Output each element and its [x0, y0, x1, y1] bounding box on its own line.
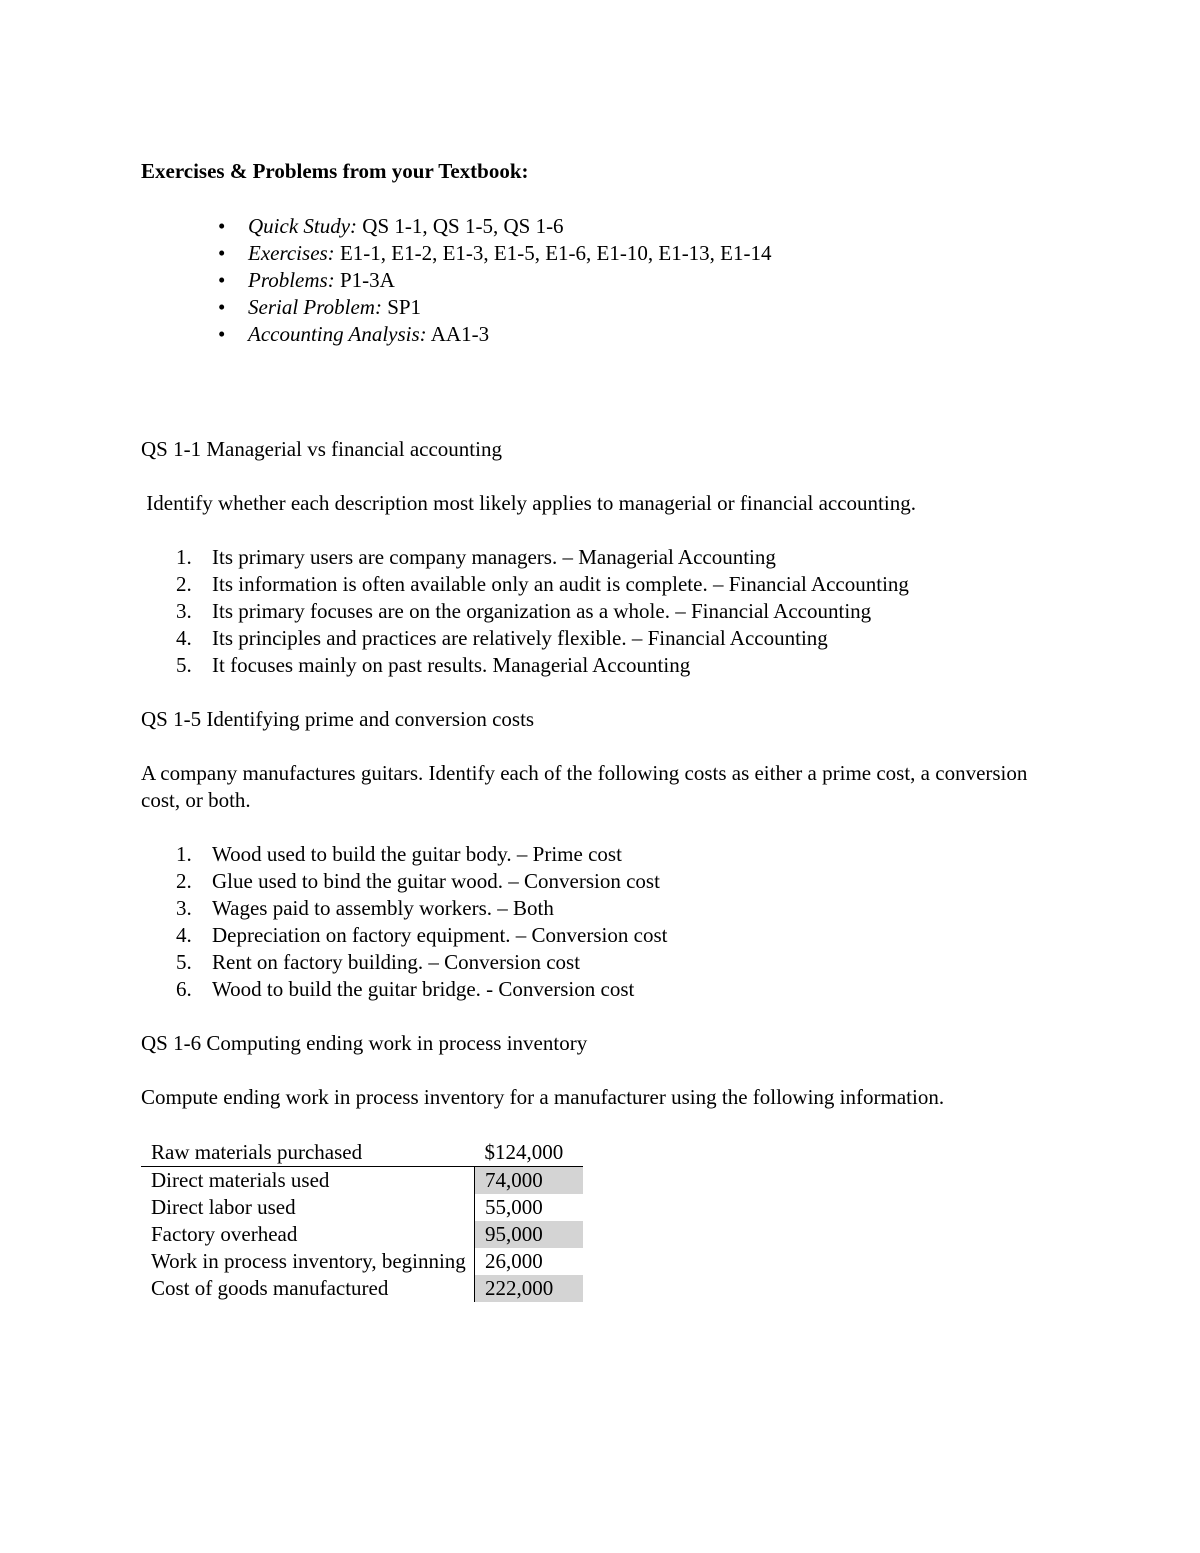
table-cell-label: Raw materials purchased	[141, 1139, 475, 1167]
list-item: 1. Its primary users are company managers. – Managerial Accounting	[176, 545, 776, 569]
list-item: 4. Depreciation on factory equipment. – Conversion cost	[176, 923, 668, 947]
table-row	[141, 1167, 583, 1195]
list-item	[248, 213, 1071, 240]
table-cell-label: Direct labor used	[151, 1195, 296, 1219]
section-title-qs15: QS 1-5 Identifying prime and conversion costs	[141, 707, 535, 731]
table-row	[141, 1248, 583, 1275]
table-cell-value: 55,000	[475, 1194, 584, 1221]
list-item: 1. Wood used to build the guitar body. – Prime cost	[176, 842, 622, 866]
assignment-list	[141, 213, 1071, 348]
list-item: 5. Rent on factory building. – Conversion cost	[176, 950, 581, 974]
table-cell-label: Direct materials used	[151, 1168, 330, 1192]
list-item-value: E1-1, E1-2, E1-3, E1-5, E1-6, E1-10, E1-13, E1-14	[334, 241, 772, 265]
list-item-value: P1-3A	[334, 268, 395, 292]
instruction-qs11: Identify whether each description most likely applies to managerial or financial accounting.	[141, 491, 916, 515]
table-cell-value: $124,000	[475, 1139, 584, 1167]
list-item-value: SP1	[381, 295, 422, 319]
list-item-label: Serial Problem:	[248, 295, 382, 319]
table-row	[141, 1139, 583, 1167]
table-row	[141, 1221, 583, 1248]
list-item-label: Accounting Analysis:	[248, 322, 427, 346]
list-item-value: AA1-3	[426, 322, 490, 346]
list-item-label: Exercises:	[248, 241, 335, 265]
table-cell-label: Factory overhead	[151, 1222, 298, 1246]
table-cell-value: 26,000	[475, 1248, 584, 1275]
list-item: 6. Wood to build the guitar bridge. - Conversion cost	[176, 977, 635, 1001]
list-item: 3. Its primary focuses are on the organization as a whole. – Financial Accounting	[176, 599, 872, 623]
instruction-qs15: A company manufactures guitars. Identify each of the following costs as either a prime cost, a conversion cost, or both.	[141, 761, 1028, 812]
document-page	[141, 158, 1071, 1302]
instruction-qs16: Compute ending work in process inventory for a manufacturer using the following information.	[141, 1085, 945, 1109]
answer-list-qs15	[141, 841, 1071, 1003]
list-item	[248, 267, 1071, 294]
table-cell-label: Work in process inventory, beginning	[151, 1249, 466, 1273]
list-item: 5. It focuses mainly on past results. Managerial Accounting	[176, 653, 691, 677]
list-item: 3. Wages paid to assembly workers. – Both	[176, 896, 554, 920]
page-heading: Exercises & Problems from your Textbook:	[141, 159, 529, 183]
table-cell-value: 95,000	[475, 1221, 584, 1248]
list-item: 4. Its principles and practices are relatively flexible. – Financial Accounting	[176, 626, 828, 650]
answer-list-qs11	[141, 544, 1071, 679]
list-item: 2. Its information is often available only an audit is complete. – Financial Accounting	[176, 572, 909, 596]
list-item	[248, 321, 1071, 348]
list-item	[248, 294, 1071, 321]
table-cell-label: Cost of goods manufactured	[151, 1276, 389, 1300]
list-item: 2. Glue used to bind the guitar wood. – Conversion cost	[176, 869, 660, 893]
table-row	[141, 1275, 583, 1302]
table-cell-value: 74,000	[475, 1167, 584, 1195]
list-item-value: QS 1-1, QS 1-5, QS 1-6	[357, 214, 564, 238]
inventory-table	[141, 1139, 583, 1302]
list-item-label: Quick Study:	[248, 214, 358, 238]
list-item-label: Problems:	[248, 268, 335, 292]
section-title-qs11: QS 1-1 Managerial vs financial accounting	[141, 437, 502, 461]
table-cell-value: 222,000	[475, 1275, 584, 1302]
section-title-qs16: QS 1-6 Computing ending work in process inventory	[141, 1031, 588, 1055]
table-row	[141, 1194, 583, 1221]
list-item	[248, 240, 1071, 267]
